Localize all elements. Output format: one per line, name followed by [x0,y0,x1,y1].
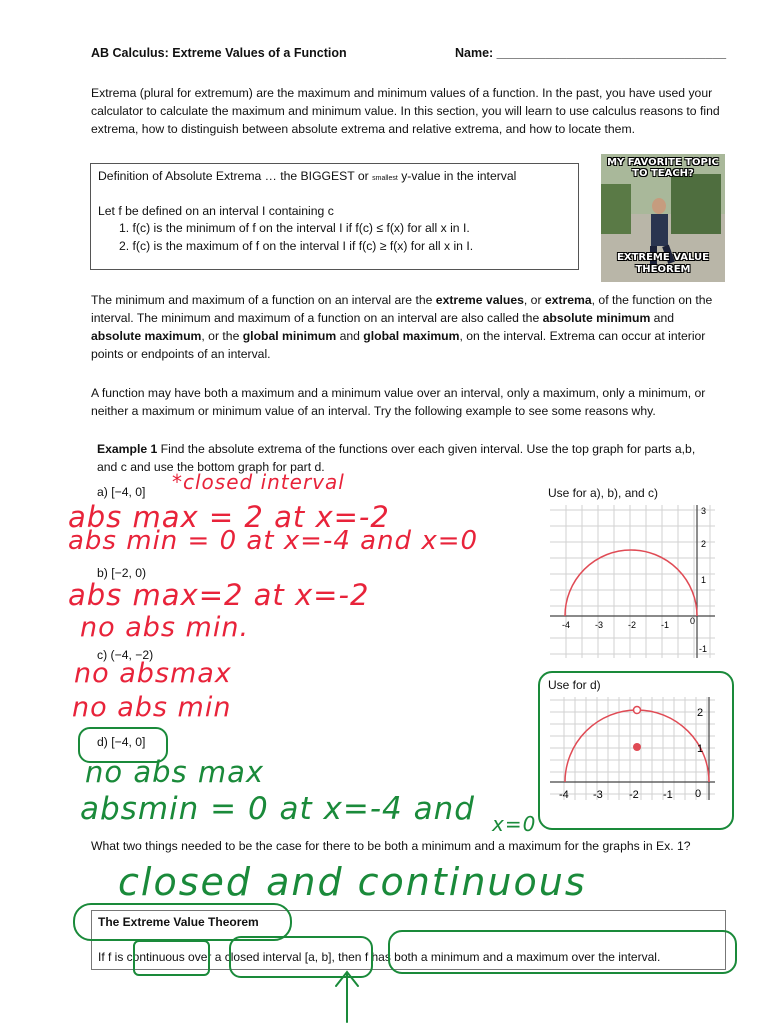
part-c-label: c) (−4, −2) [97,648,154,662]
highlight-min-max [388,930,737,974]
definition-title: Definition of Absolute Extrema … the BIGGEST or smallest y-value in the interval [98,169,517,183]
definition-let-line: Let f be defined on an interval I containing c [98,204,334,218]
handwriting-b2: no abs min. [80,612,250,643]
top-graph [545,500,720,660]
theorem-text: If f is continuous over a closed interval [a, b], then f has both a minimum and a maximum over the interval. [98,950,661,964]
definition-box [90,163,579,270]
part-a-label: a) [−4, 0] [97,485,146,499]
bottom-x-tick: 0 [695,788,702,800]
bottom-x-tick: -3 [593,789,603,801]
top-x-tick: -2 [628,620,637,630]
bottom-x-tick: -2 [629,789,639,801]
top-y-tick: 1 [701,575,707,585]
handwriting-answer: closed and continuous [118,860,587,904]
top-x-tick: -1 [661,620,670,630]
bottom-graph-label: Use for d) [548,678,601,692]
open-circle-point [634,707,641,714]
name-field: Name: _________________________________ [455,46,727,60]
top-y-tick: 3 [701,506,707,516]
top-x-tick: 0 [690,616,696,626]
handwriting-d3: x=0 [492,812,537,836]
part-d-label: d) [−4, 0] [97,735,146,749]
part-b-label: b) [−2, 0) [97,566,147,580]
handwriting-c2: no abs min [72,692,232,723]
arrow-up-icon [332,968,362,1024]
handwriting-d1: no abs max [85,755,265,789]
top-graph-label: Use for a), b), and c) [548,486,659,500]
highlight-part-d [78,727,168,763]
handwriting-c1: no absmax [74,658,232,689]
meme-bottom-text: EXTREME VALUE THEOREM [617,252,709,275]
theorem-title: The Extreme Value Theorem [98,915,259,929]
bottom-x-tick: -4 [559,789,569,801]
meme-image [601,154,725,282]
top-x-tick: -4 [562,620,571,630]
handwriting-closed-interval: *closed interval [172,470,345,494]
example-1: Example 1 Find the absolute extrema of the functions over each given interval. Use the top graph for parts a,b, and c and use the bottom graph for part d. [97,442,696,474]
extrema-paragraph: The minimum and maximum of a function on an interval are the extreme values, or extrema, of the function on the interval. The minimum and maximum of a function on an interval are also called the absolute minimum and absolute maximum, or the global minimum and global maximum, on the interval. Extrema can occur at interior points or endpoints of an interval. [91,293,713,361]
bottom-y-tick: 2 [697,707,704,719]
page-title: AB Calculus: Extreme Values of a Function [91,46,347,60]
top-y-tick: 2 [701,539,707,549]
handwriting-b1: abs max=2 at x=-2 [68,578,370,612]
definition-item-2: 2. f(c) is the maximum of f on the interval I if f(c) ≥ f(x) for all x in I. [119,239,474,253]
handwriting-a1: abs max = 2 at x=-2 [68,500,390,534]
meme-top-text: MY FAVORITE TOPIC TO TEACH? [607,157,719,179]
question-text: What two things needed to be the case for there to be both a minimum and a maximum for the graphs in Ex. 1? [91,839,691,853]
highlight-continuous [133,940,210,976]
handwriting-d2: absmin = 0 at x=-4 and [80,791,475,827]
top-x-tick: -3 [595,620,604,630]
intro-paragraph: Extrema (plural for extremum) are the maximum and minimum values of a function. In the past, you have used your calculator to calculate the maximum and minimum value. In this section, you will learn to use calculus reasons to find extrema, how to distinguish between absolute extrema and relative extrema, and how to locate them. [91,86,720,136]
filled-point [633,743,641,751]
definition-item-1: 1. f(c) is the minimum of f on the interval I if f(c) ≤ f(x) for all x in I. [119,221,470,235]
bottom-y-tick: 1 [697,743,704,755]
bottom-graph [545,692,720,807]
bottom-x-tick: -1 [663,789,673,801]
function-paragraph: A function may have both a maximum and a minimum value over an interval, only a maximum, only a minimum, or neither a maximum or minimum value of an interval. Try the following example to see some reasons why. [91,386,706,418]
handwriting-a2: abs min = 0 at x=-4 and x=0 [68,526,479,556]
top-y-tick: -1 [699,644,708,654]
